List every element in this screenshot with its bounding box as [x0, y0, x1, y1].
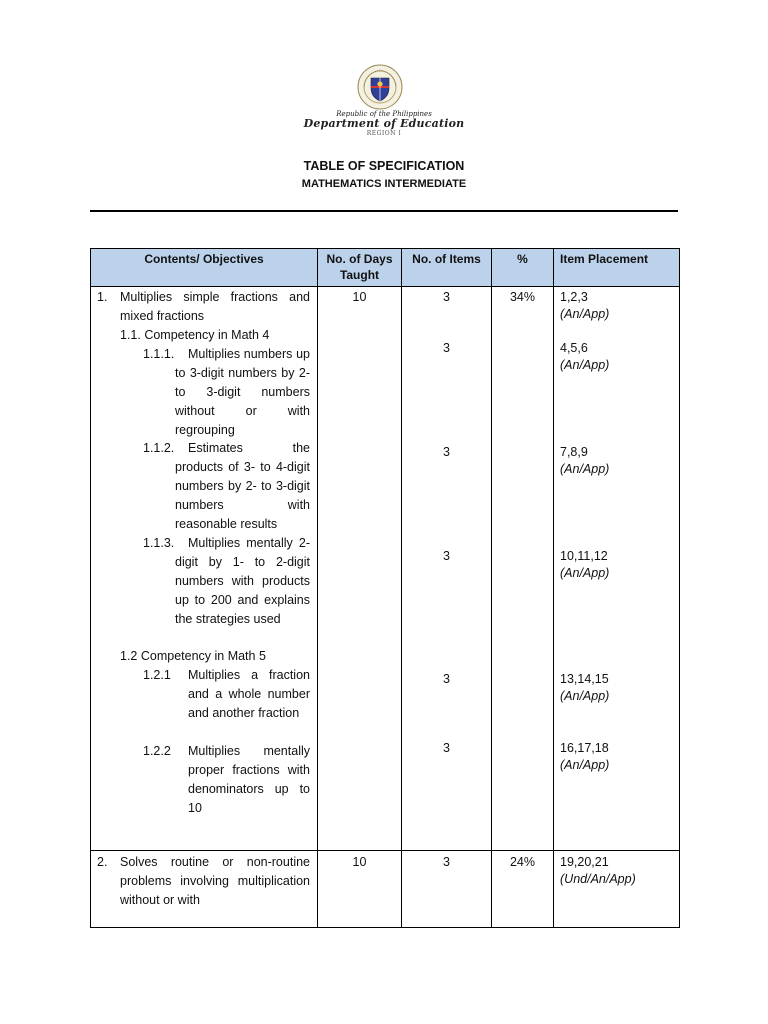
placement-value: 16,17,18 — [560, 741, 609, 755]
placement-cell — [554, 851, 680, 928]
sub-objective-number: 1.2.1 — [143, 668, 171, 682]
sub-objective-text: Multiplies a fraction and a whole number and another fraction — [188, 668, 310, 720]
cognitive-level: (Und/An/App) — [560, 872, 636, 886]
col-header-items: No. of Items — [402, 249, 492, 287]
cognitive-level: (An/App) — [560, 689, 610, 703]
objective-number: 1. — [97, 290, 108, 304]
percent-cell — [492, 851, 554, 928]
sub-objective-number: 1.1.1. — [143, 347, 175, 361]
objective-cell — [91, 851, 318, 928]
header-divider — [90, 210, 678, 212]
sub-objective-text: Multiplies numbers up to 3-digit numbers by 2- to 3-digit numbers without or with regrouping — [175, 347, 310, 437]
col-header-days: No. of Days Taught — [318, 249, 402, 287]
table-row — [91, 287, 680, 851]
sub-objective-text: Multiplies mentally proper fractions with denominators up to 10 — [188, 744, 310, 815]
specification-table — [90, 248, 680, 928]
items-value: 3 — [443, 445, 450, 459]
table-row — [91, 851, 680, 928]
document-title: TABLE OF SPECIFICATION — [303, 159, 465, 173]
cognitive-level: (An/App) — [560, 307, 610, 321]
items-value: 3 — [443, 855, 450, 869]
percent-value: 34% — [509, 290, 536, 304]
placement-value: 13,14,15 — [560, 672, 609, 686]
region-line: REGION I — [366, 130, 402, 137]
objective-cell — [91, 287, 318, 851]
col-header-objectives: Contents/ Objectives — [91, 249, 318, 287]
days-cell — [318, 287, 402, 851]
objective-text: Solves routine or non-routine problems involving multiplication without or with — [120, 855, 310, 907]
republic-line: Republic of the Philippines — [336, 110, 432, 118]
deped-seal-icon — [357, 64, 403, 110]
department-name: Department of Education — [303, 117, 465, 130]
sub-objective-number: 1.1.3. — [143, 536, 175, 550]
placement-cell — [554, 287, 680, 851]
items-value: 3 — [443, 549, 450, 563]
days-cell — [318, 851, 402, 928]
objective-number: 2. — [97, 855, 108, 869]
cognitive-level: (An/App) — [560, 758, 610, 772]
placement-value: 7,8,9 — [560, 445, 588, 459]
col-header-placement: Item Placement — [554, 249, 680, 287]
sub-objective-text: Estimates the products of 3- to 4-digit numbers by 2- to 3-digit numbers with reasonable results — [175, 441, 310, 531]
placement-value: 10,11,12 — [560, 549, 608, 563]
days-value: 10 — [352, 290, 367, 304]
col-header-percent: % — [492, 249, 554, 287]
objective-text: Multiplies simple fractions and mixed fractions — [120, 290, 310, 323]
items-value: 3 — [443, 341, 450, 355]
items-value: 3 — [443, 672, 450, 686]
percent-cell — [492, 287, 554, 851]
table-header-row — [91, 249, 680, 287]
cognitive-level: (An/App) — [560, 462, 610, 476]
placement-value: 4,5,6 — [560, 341, 588, 355]
items-cell — [402, 287, 492, 851]
cognitive-level: (An/App) — [560, 358, 610, 372]
items-cell — [402, 851, 492, 928]
items-value: 3 — [443, 741, 450, 755]
percent-value: 24% — [509, 855, 536, 869]
sub-objective-number: 1.2.2 — [143, 744, 171, 758]
days-value: 10 — [352, 855, 367, 869]
competency-heading: 1.1. Competency in Math 4 — [120, 328, 270, 342]
sub-objective-text: Multiplies mentally 2-digit by 1- to 2-digit numbers with products up to 200 and explains the strategies used — [175, 536, 310, 626]
items-value: 3 — [443, 290, 450, 304]
sub-objective-number: 1.1.2. — [143, 441, 175, 455]
cognitive-level: (An/App) — [560, 566, 610, 580]
placement-value: 19,20,21 — [560, 855, 609, 869]
document-subtitle: MATHEMATICS INTERMEDIATE — [301, 178, 467, 190]
placement-value: 1,2,3 — [560, 290, 588, 304]
competency-heading: 1.2 Competency in Math 5 — [120, 649, 266, 663]
